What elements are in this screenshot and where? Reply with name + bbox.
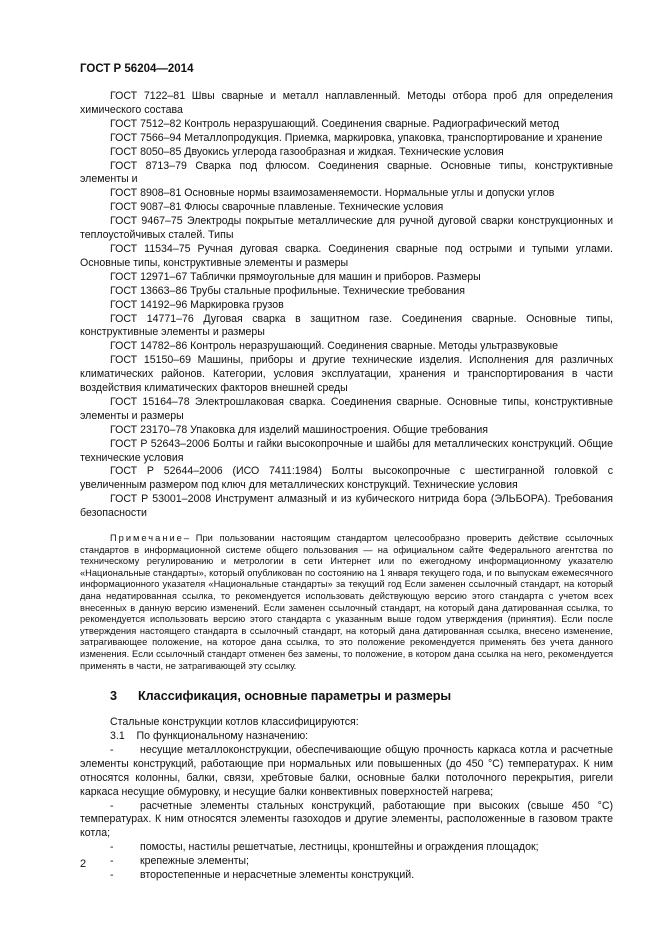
list-item (80, 869, 613, 883)
list-item (80, 744, 613, 800)
note-label: Примечание (110, 533, 184, 544)
reference-item: ГОСТ 11534–75 Ручная дуговая сварка. Соединения сварные под острыми и тупыми углами. Основные типы, конструктивные элементы и размеры (80, 242, 613, 269)
note-paragraph (80, 533, 613, 672)
list-item (80, 841, 613, 855)
reference-item: ГОСТ Р 52644–2006 (ИСО 7411:1984) Болты высокопрочные с шестигранной головкой с увеличенным размером под ключ для металлических конструкций. Технические условия (80, 465, 613, 492)
reference-item: ГОСТ 8050–85 Двуокись углерода газообразная и жидкая. Технические условия (110, 145, 504, 158)
list-item (80, 855, 613, 869)
reference-item: ГОСТ 15164–78 Электрошлаковая сварка. Соединения сварные. Основные типы, конструктивные элементы и размеры (80, 395, 613, 422)
reference-item: ГОСТ 13663–86 Трубы стальные профильные. Технические требования (110, 284, 465, 297)
section-number: 3 (110, 689, 118, 704)
list-bullet: - (110, 799, 114, 812)
reference-item: ГОСТ 7122–81 Швы сварные и металл наплавленный. Методы отбора проб для определения химического состава (80, 90, 613, 116)
list-item-text: крепежные элементы; (140, 855, 249, 868)
reference-item: ГОСТ 23170–78 Упаковка для изделий машиностроения. Общие требования (110, 423, 489, 436)
reference-item: ГОСТ 14192–96 Маркировка грузов (110, 298, 284, 311)
reference-item: ГОСТ Р 52643–2006 Болты и гайки высокопрочные и шайбы для металлических конструкций. Общие технические условия (80, 437, 613, 464)
reference-item: ГОСТ 9467–75 Электроды покрытые металлические для ручной дуговой сварки конструкционных и теплоустойчивых сталей. Типы (80, 215, 613, 242)
list-bullet: - (110, 743, 114, 756)
list-bullet: - (110, 855, 114, 868)
list-bullet: - (110, 841, 114, 854)
clause-3-1: 3.1 По функциональному назначению: (110, 730, 309, 743)
section-title: Классификация, основные параметры и размеры (138, 689, 452, 704)
reference-item: ГОСТ 7512–82 Контроль неразрушающий. Соединения сварные. Радиографический метод (110, 117, 560, 130)
list-item-text: второстепенные и нерасчетные элементы конструкций. (140, 869, 415, 882)
list-item-text: несущие металлоконструкции, обеспечивающие общую прочность каркаса котла и расчетные элементы конструкций, работающие при нормальных или повышенных (до 450 °C) температурах. К ним относятся колонны, балки, связи, хребтовые балки, основные балки потолочного перекрытия, ригели каркаса несущие обмуровку, и несущие балки конвективных поверхностей нагрева; (80, 743, 613, 798)
section-heading (80, 690, 613, 704)
list-item-text: помосты, настилы решетчатые, лестницы, кронштейны и ограждения площадок; (140, 841, 539, 854)
page-number: 2 (80, 858, 87, 870)
list-item (80, 800, 613, 842)
list-item-text: расчетные элементы стальных конструкций, работающие при высоких (свыше 450 °C) температурах. К ним относятся элементы газоходов и другие элементы, расположенные в газовом тракте котла; (80, 799, 613, 840)
reference-item: ГОСТ 14771–76 Дуговая сварка в защитном газе. Соединения сварные. Основные типы, конструктивные элементы и размеры (80, 312, 613, 339)
reference-item: ГОСТ 8908–81 Основные нормы взаимозаменяемости. Нормальные углы и допуски углов (110, 187, 555, 200)
reference-item: ГОСТ 9087–81 Флюсы сварочные плавленые. Технические условия (110, 201, 444, 214)
reference-item: ГОСТ Р 53001–2008 Инструмент алмазный и из кубического нитрида бора (ЭЛЬБОРА). Требования безопасности (80, 493, 613, 520)
document-body (80, 90, 613, 883)
reference-item: ГОСТ 8713–79 Сварка под флюсом. Соединения сварные. Основные типы, конструктивные элементы и (80, 159, 613, 186)
reference-item: ГОСТ 12971–67 Таблички прямоугольные для машин и приборов. Размеры (110, 270, 481, 283)
reference-item: ГОСТ 15150–69 Машины, приборы и другие технические изделия. Исполнения для различных климатических районов. Категории, условия эксплуатации, хранения и транспортирования в части воздействия климатических факторов внешней среды (80, 354, 613, 395)
reference-item: ГОСТ 14782–86 Контроль неразрушающий. Соединения сварные. Методы ультразвуковые (110, 340, 558, 353)
reference-item: ГОСТ 7566–94 Металлопродукция. Приемка, маркировка, упаковка, транспортирование и хранение (110, 131, 603, 144)
list-bullet: - (110, 869, 114, 882)
note-text: – При пользовании настоящим стандартом целесообразно проверить действие ссылочных стандартов в информационной системе общего пользования — на официальном сайте Федерального агентства по техническому регулированию и метрологии в сети Интернет или по ежегодному информационному указателю «Национальные стандарты», который опубликован по состоянию на 1 января текущего года, и по выпускам ежемесячного информационного указателя «Национальные стандарты» за текущий год Если заменен ссылочный стандарт, на который дана недатированная ссылка, то рекомендуется использовать действующую версию этого стандарта с учетом всех внесенных в данную версию изменений. Если заменен ссылочный стандарт, на который дана датированная ссылка, то рекомендуется использовать версию этого стандарта с указанным выше годом утверждения (принятия). Если после утверждения настоящего стандарта в ссылочный стандарт, на который дана датированная ссылка, внесено изменение, затрагивающее положение, на которое дана ссылка, то это положение рекомендуется применять без учета данного изменения. Если ссылочный стандарт отменен без замены, то положение, в котором дана ссылка на него, рекомендуется применять в части, не затрагивающей эту ссылку. (80, 533, 613, 671)
section-intro: Стальные конструкции котлов классифицируются: (110, 716, 359, 729)
document-header: ГОСТ Р 56204—2014 (80, 63, 194, 75)
